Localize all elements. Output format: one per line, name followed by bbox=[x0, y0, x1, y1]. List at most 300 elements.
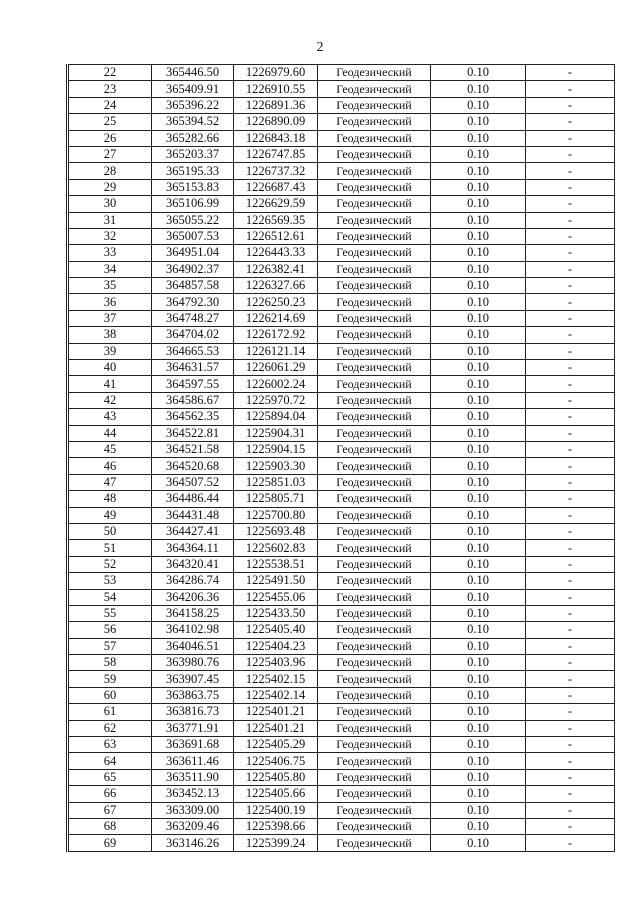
accuracy-cell: 0.10 bbox=[431, 376, 526, 392]
x-coordinate-cell: 365007.53 bbox=[152, 228, 234, 244]
y-coordinate-cell: 1225538.51 bbox=[234, 556, 318, 572]
method-cell: Геодезический bbox=[318, 818, 431, 834]
note-cell: - bbox=[526, 540, 615, 556]
y-coordinate-cell: 1226747.85 bbox=[234, 146, 318, 162]
point-number-cell: 37 bbox=[68, 310, 152, 326]
note-cell: - bbox=[526, 114, 615, 130]
point-number-cell: 55 bbox=[68, 605, 152, 621]
table-row bbox=[68, 687, 615, 703]
x-coordinate-cell: 363907.45 bbox=[152, 671, 234, 687]
accuracy-cell: 0.10 bbox=[431, 704, 526, 720]
note-cell: - bbox=[526, 474, 615, 490]
table-row bbox=[68, 278, 615, 294]
note-cell: - bbox=[526, 622, 615, 638]
accuracy-cell: 0.10 bbox=[431, 228, 526, 244]
x-coordinate-cell: 364206.36 bbox=[152, 589, 234, 605]
accuracy-cell: 0.10 bbox=[431, 540, 526, 556]
y-coordinate-cell: 1225402.15 bbox=[234, 671, 318, 687]
y-coordinate-cell: 1226569.35 bbox=[234, 212, 318, 228]
note-cell: - bbox=[526, 573, 615, 589]
method-cell: Геодезический bbox=[318, 638, 431, 654]
accuracy-cell: 0.10 bbox=[431, 245, 526, 261]
accuracy-cell: 0.10 bbox=[431, 146, 526, 162]
y-coordinate-cell: 1225805.71 bbox=[234, 491, 318, 507]
note-cell: - bbox=[526, 376, 615, 392]
table-row bbox=[68, 556, 615, 572]
method-cell: Геодезический bbox=[318, 278, 431, 294]
method-cell: Геодезический bbox=[318, 81, 431, 97]
x-coordinate-cell: 363209.46 bbox=[152, 818, 234, 834]
x-coordinate-cell: 364902.37 bbox=[152, 261, 234, 277]
y-coordinate-cell: 1225894.04 bbox=[234, 409, 318, 425]
x-coordinate-cell: 365203.37 bbox=[152, 146, 234, 162]
x-coordinate-cell: 364665.53 bbox=[152, 343, 234, 359]
accuracy-cell: 0.10 bbox=[431, 130, 526, 146]
x-coordinate-cell: 365396.22 bbox=[152, 97, 234, 113]
note-cell: - bbox=[526, 638, 615, 654]
x-coordinate-cell: 364704.02 bbox=[152, 327, 234, 343]
table-row bbox=[68, 704, 615, 720]
x-coordinate-cell: 363309.00 bbox=[152, 802, 234, 818]
method-cell: Геодезический bbox=[318, 737, 431, 753]
point-number-cell: 67 bbox=[68, 802, 152, 818]
accuracy-cell: 0.10 bbox=[431, 212, 526, 228]
x-coordinate-cell: 363691.68 bbox=[152, 737, 234, 753]
accuracy-cell: 0.10 bbox=[431, 343, 526, 359]
accuracy-cell: 0.10 bbox=[431, 556, 526, 572]
accuracy-cell: 0.10 bbox=[431, 786, 526, 802]
x-coordinate-cell: 364286.74 bbox=[152, 573, 234, 589]
note-cell: - bbox=[526, 392, 615, 408]
note-cell: - bbox=[526, 163, 615, 179]
accuracy-cell: 0.10 bbox=[431, 491, 526, 507]
table-row bbox=[68, 474, 615, 490]
x-coordinate-cell: 363511.90 bbox=[152, 769, 234, 785]
table-row bbox=[68, 146, 615, 162]
y-coordinate-cell: 1226629.59 bbox=[234, 196, 318, 212]
note-cell: - bbox=[526, 245, 615, 261]
table-row bbox=[68, 294, 615, 310]
table-row bbox=[68, 327, 615, 343]
method-cell: Геодезический bbox=[318, 212, 431, 228]
point-number-cell: 42 bbox=[68, 392, 152, 408]
method-cell: Геодезический bbox=[318, 409, 431, 425]
method-cell: Геодезический bbox=[318, 474, 431, 490]
note-cell: - bbox=[526, 212, 615, 228]
accuracy-cell: 0.10 bbox=[431, 622, 526, 638]
table-row bbox=[68, 81, 615, 97]
note-cell: - bbox=[526, 737, 615, 753]
table-row bbox=[68, 245, 615, 261]
method-cell: Геодезический bbox=[318, 556, 431, 572]
point-number-cell: 41 bbox=[68, 376, 152, 392]
note-cell: - bbox=[526, 409, 615, 425]
method-cell: Геодезический bbox=[318, 622, 431, 638]
point-number-cell: 36 bbox=[68, 294, 152, 310]
note-cell: - bbox=[526, 441, 615, 457]
y-coordinate-cell: 1225404.23 bbox=[234, 638, 318, 654]
point-number-cell: 23 bbox=[68, 81, 152, 97]
point-number-cell: 35 bbox=[68, 278, 152, 294]
y-coordinate-cell: 1225403.96 bbox=[234, 655, 318, 671]
y-coordinate-cell: 1225400.19 bbox=[234, 802, 318, 818]
table-row bbox=[68, 720, 615, 736]
page-number: 2 bbox=[316, 40, 324, 55]
accuracy-cell: 0.10 bbox=[431, 720, 526, 736]
y-coordinate-cell: 1225399.24 bbox=[234, 835, 318, 851]
table-row bbox=[68, 835, 615, 851]
point-number-cell: 56 bbox=[68, 622, 152, 638]
x-coordinate-cell: 364522.81 bbox=[152, 425, 234, 441]
method-cell: Геодезический bbox=[318, 769, 431, 785]
note-cell: - bbox=[526, 491, 615, 507]
table-row bbox=[68, 638, 615, 654]
note-cell: - bbox=[526, 671, 615, 687]
method-cell: Геодезический bbox=[318, 671, 431, 687]
y-coordinate-cell: 1225433.50 bbox=[234, 605, 318, 621]
point-number-cell: 33 bbox=[68, 245, 152, 261]
x-coordinate-cell: 363771.91 bbox=[152, 720, 234, 736]
y-coordinate-cell: 1225405.40 bbox=[234, 622, 318, 638]
table-row bbox=[68, 212, 615, 228]
table-row bbox=[68, 573, 615, 589]
accuracy-cell: 0.10 bbox=[431, 671, 526, 687]
y-coordinate-cell: 1226687.43 bbox=[234, 179, 318, 195]
y-coordinate-cell: 1226250.23 bbox=[234, 294, 318, 310]
y-coordinate-cell: 1225904.15 bbox=[234, 441, 318, 457]
point-number-cell: 26 bbox=[68, 130, 152, 146]
accuracy-cell: 0.10 bbox=[431, 458, 526, 474]
y-coordinate-cell: 1226382.41 bbox=[234, 261, 318, 277]
accuracy-cell: 0.10 bbox=[431, 360, 526, 376]
x-coordinate-cell: 364520.68 bbox=[152, 458, 234, 474]
note-cell: - bbox=[526, 97, 615, 113]
table-row bbox=[68, 163, 615, 179]
table-row bbox=[68, 737, 615, 753]
point-number-cell: 69 bbox=[68, 835, 152, 851]
point-number-cell: 59 bbox=[68, 671, 152, 687]
point-number-cell: 51 bbox=[68, 540, 152, 556]
y-coordinate-cell: 1225903.30 bbox=[234, 458, 318, 474]
method-cell: Геодезический bbox=[318, 425, 431, 441]
x-coordinate-cell: 364857.58 bbox=[152, 278, 234, 294]
method-cell: Геодезический bbox=[318, 114, 431, 130]
method-cell: Геодезический bbox=[318, 310, 431, 326]
point-number-cell: 22 bbox=[68, 65, 152, 81]
x-coordinate-cell: 365282.66 bbox=[152, 130, 234, 146]
accuracy-cell: 0.10 bbox=[431, 425, 526, 441]
point-number-cell: 62 bbox=[68, 720, 152, 736]
note-cell: - bbox=[526, 261, 615, 277]
point-number-cell: 54 bbox=[68, 589, 152, 605]
table-row bbox=[68, 786, 615, 802]
accuracy-cell: 0.10 bbox=[431, 327, 526, 343]
point-number-cell: 38 bbox=[68, 327, 152, 343]
x-coordinate-cell: 365409.91 bbox=[152, 81, 234, 97]
method-cell: Геодезический bbox=[318, 196, 431, 212]
point-number-cell: 47 bbox=[68, 474, 152, 490]
note-cell: - bbox=[526, 278, 615, 294]
y-coordinate-cell: 1225405.66 bbox=[234, 786, 318, 802]
x-coordinate-cell: 363980.76 bbox=[152, 655, 234, 671]
x-coordinate-cell: 365106.99 bbox=[152, 196, 234, 212]
accuracy-cell: 0.10 bbox=[431, 638, 526, 654]
y-coordinate-cell: 1226512.61 bbox=[234, 228, 318, 244]
point-number-cell: 44 bbox=[68, 425, 152, 441]
x-coordinate-cell: 364631.57 bbox=[152, 360, 234, 376]
method-cell: Геодезический bbox=[318, 704, 431, 720]
table-row bbox=[68, 769, 615, 785]
accuracy-cell: 0.10 bbox=[431, 655, 526, 671]
note-cell: - bbox=[526, 343, 615, 359]
accuracy-cell: 0.10 bbox=[431, 310, 526, 326]
y-coordinate-cell: 1225406.75 bbox=[234, 753, 318, 769]
accuracy-cell: 0.10 bbox=[431, 769, 526, 785]
note-cell: - bbox=[526, 589, 615, 605]
table-row bbox=[68, 540, 615, 556]
accuracy-cell: 0.10 bbox=[431, 802, 526, 818]
table-row bbox=[68, 97, 615, 113]
accuracy-cell: 0.10 bbox=[431, 753, 526, 769]
table-row bbox=[68, 753, 615, 769]
point-number-cell: 64 bbox=[68, 753, 152, 769]
method-cell: Геодезический bbox=[318, 802, 431, 818]
y-coordinate-cell: 1225970.72 bbox=[234, 392, 318, 408]
method-cell: Геодезический bbox=[318, 655, 431, 671]
y-coordinate-cell: 1225851.03 bbox=[234, 474, 318, 490]
y-coordinate-cell: 1226910.55 bbox=[234, 81, 318, 97]
accuracy-cell: 0.10 bbox=[431, 441, 526, 457]
table-row bbox=[68, 261, 615, 277]
point-number-cell: 40 bbox=[68, 360, 152, 376]
method-cell: Геодезический bbox=[318, 146, 431, 162]
method-cell: Геодезический bbox=[318, 573, 431, 589]
note-cell: - bbox=[526, 146, 615, 162]
point-number-cell: 31 bbox=[68, 212, 152, 228]
note-cell: - bbox=[526, 655, 615, 671]
table-row bbox=[68, 130, 615, 146]
accuracy-cell: 0.10 bbox=[431, 65, 526, 81]
point-number-cell: 32 bbox=[68, 228, 152, 244]
method-cell: Геодезический bbox=[318, 376, 431, 392]
point-number-cell: 45 bbox=[68, 441, 152, 457]
x-coordinate-cell: 365055.22 bbox=[152, 212, 234, 228]
method-cell: Геодезический bbox=[318, 540, 431, 556]
method-cell: Геодезический bbox=[318, 245, 431, 261]
note-cell: - bbox=[526, 556, 615, 572]
point-number-cell: 50 bbox=[68, 523, 152, 539]
x-coordinate-cell: 364792.30 bbox=[152, 294, 234, 310]
x-coordinate-cell: 364431.48 bbox=[152, 507, 234, 523]
note-cell: - bbox=[526, 605, 615, 621]
note-cell: - bbox=[526, 294, 615, 310]
method-cell: Геодезический bbox=[318, 491, 431, 507]
table-row bbox=[68, 65, 615, 81]
table-row bbox=[68, 671, 615, 687]
note-cell: - bbox=[526, 81, 615, 97]
table-row bbox=[68, 392, 615, 408]
accuracy-cell: 0.10 bbox=[431, 392, 526, 408]
x-coordinate-cell: 363816.73 bbox=[152, 704, 234, 720]
method-cell: Геодезический bbox=[318, 392, 431, 408]
point-number-cell: 63 bbox=[68, 737, 152, 753]
x-coordinate-cell: 364951.04 bbox=[152, 245, 234, 261]
y-coordinate-cell: 1226061.29 bbox=[234, 360, 318, 376]
y-coordinate-cell: 1226002.24 bbox=[234, 376, 318, 392]
accuracy-cell: 0.10 bbox=[431, 573, 526, 589]
x-coordinate-cell: 365446.50 bbox=[152, 65, 234, 81]
method-cell: Геодезический bbox=[318, 835, 431, 851]
y-coordinate-cell: 1226172.92 bbox=[234, 327, 318, 343]
note-cell: - bbox=[526, 425, 615, 441]
note-cell: - bbox=[526, 720, 615, 736]
x-coordinate-cell: 365153.83 bbox=[152, 179, 234, 195]
point-number-cell: 46 bbox=[68, 458, 152, 474]
note-cell: - bbox=[526, 130, 615, 146]
x-coordinate-cell: 364486.44 bbox=[152, 491, 234, 507]
method-cell: Геодезический bbox=[318, 687, 431, 703]
method-cell: Геодезический bbox=[318, 130, 431, 146]
accuracy-cell: 0.10 bbox=[431, 589, 526, 605]
note-cell: - bbox=[526, 835, 615, 851]
table-row bbox=[68, 310, 615, 326]
table-row bbox=[68, 507, 615, 523]
table-row bbox=[68, 228, 615, 244]
table-row bbox=[68, 605, 615, 621]
table-row bbox=[68, 179, 615, 195]
point-number-cell: 29 bbox=[68, 179, 152, 195]
point-number-cell: 34 bbox=[68, 261, 152, 277]
method-cell: Геодезический bbox=[318, 441, 431, 457]
y-coordinate-cell: 1225693.48 bbox=[234, 523, 318, 539]
method-cell: Геодезический bbox=[318, 228, 431, 244]
table-row bbox=[68, 196, 615, 212]
note-cell: - bbox=[526, 523, 615, 539]
method-cell: Геодезический bbox=[318, 720, 431, 736]
note-cell: - bbox=[526, 327, 615, 343]
table-row bbox=[68, 818, 615, 834]
y-coordinate-cell: 1225602.83 bbox=[234, 540, 318, 556]
y-coordinate-cell: 1226891.36 bbox=[234, 97, 318, 113]
point-number-cell: 28 bbox=[68, 163, 152, 179]
table-row bbox=[68, 655, 615, 671]
method-cell: Геодезический bbox=[318, 458, 431, 474]
x-coordinate-cell: 364158.25 bbox=[152, 605, 234, 621]
accuracy-cell: 0.10 bbox=[431, 605, 526, 621]
accuracy-cell: 0.10 bbox=[431, 196, 526, 212]
accuracy-cell: 0.10 bbox=[431, 278, 526, 294]
y-coordinate-cell: 1225398.66 bbox=[234, 818, 318, 834]
y-coordinate-cell: 1225455.06 bbox=[234, 589, 318, 605]
table-row bbox=[68, 458, 615, 474]
y-coordinate-cell: 1225700.80 bbox=[234, 507, 318, 523]
accuracy-cell: 0.10 bbox=[431, 81, 526, 97]
point-number-cell: 66 bbox=[68, 786, 152, 802]
x-coordinate-cell: 363863.75 bbox=[152, 687, 234, 703]
accuracy-cell: 0.10 bbox=[431, 114, 526, 130]
table-row bbox=[68, 343, 615, 359]
point-number-cell: 25 bbox=[68, 114, 152, 130]
note-cell: - bbox=[526, 818, 615, 834]
note-cell: - bbox=[526, 753, 615, 769]
note-cell: - bbox=[526, 360, 615, 376]
note-cell: - bbox=[526, 507, 615, 523]
point-number-cell: 39 bbox=[68, 343, 152, 359]
table-row bbox=[68, 114, 615, 130]
y-coordinate-cell: 1225401.21 bbox=[234, 720, 318, 736]
table-row bbox=[68, 802, 615, 818]
accuracy-cell: 0.10 bbox=[431, 179, 526, 195]
note-cell: - bbox=[526, 179, 615, 195]
method-cell: Геодезический bbox=[318, 327, 431, 343]
y-coordinate-cell: 1226890.09 bbox=[234, 114, 318, 130]
accuracy-cell: 0.10 bbox=[431, 409, 526, 425]
method-cell: Геодезический bbox=[318, 294, 431, 310]
x-coordinate-cell: 365394.52 bbox=[152, 114, 234, 130]
accuracy-cell: 0.10 bbox=[431, 523, 526, 539]
method-cell: Геодезический bbox=[318, 507, 431, 523]
point-number-cell: 61 bbox=[68, 704, 152, 720]
note-cell: - bbox=[526, 704, 615, 720]
table-row bbox=[68, 622, 615, 638]
accuracy-cell: 0.10 bbox=[431, 261, 526, 277]
y-coordinate-cell: 1225904.31 bbox=[234, 425, 318, 441]
y-coordinate-cell: 1225401.21 bbox=[234, 704, 318, 720]
method-cell: Геодезический bbox=[318, 523, 431, 539]
x-coordinate-cell: 364586.67 bbox=[152, 392, 234, 408]
point-number-cell: 53 bbox=[68, 573, 152, 589]
point-number-cell: 68 bbox=[68, 818, 152, 834]
method-cell: Геодезический bbox=[318, 97, 431, 113]
method-cell: Геодезический bbox=[318, 163, 431, 179]
note-cell: - bbox=[526, 802, 615, 818]
accuracy-cell: 0.10 bbox=[431, 687, 526, 703]
note-cell: - bbox=[526, 687, 615, 703]
method-cell: Геодезический bbox=[318, 753, 431, 769]
note-cell: - bbox=[526, 769, 615, 785]
y-coordinate-cell: 1226843.18 bbox=[234, 130, 318, 146]
table-row bbox=[68, 425, 615, 441]
table-row bbox=[68, 376, 615, 392]
table-row bbox=[68, 491, 615, 507]
note-cell: - bbox=[526, 196, 615, 212]
table-row bbox=[68, 360, 615, 376]
point-number-cell: 30 bbox=[68, 196, 152, 212]
point-number-cell: 27 bbox=[68, 146, 152, 162]
note-cell: - bbox=[526, 458, 615, 474]
accuracy-cell: 0.10 bbox=[431, 507, 526, 523]
x-coordinate-cell: 364046.51 bbox=[152, 638, 234, 654]
method-cell: Геодезический bbox=[318, 261, 431, 277]
y-coordinate-cell: 1225405.80 bbox=[234, 769, 318, 785]
point-number-cell: 65 bbox=[68, 769, 152, 785]
note-cell: - bbox=[526, 310, 615, 326]
note-cell: - bbox=[526, 786, 615, 802]
point-number-cell: 49 bbox=[68, 507, 152, 523]
method-cell: Геодезический bbox=[318, 786, 431, 802]
x-coordinate-cell: 364102.98 bbox=[152, 622, 234, 638]
y-coordinate-cell: 1226327.66 bbox=[234, 278, 318, 294]
method-cell: Геодезический bbox=[318, 65, 431, 81]
accuracy-cell: 0.10 bbox=[431, 294, 526, 310]
table-row bbox=[68, 441, 615, 457]
y-coordinate-cell: 1226214.69 bbox=[234, 310, 318, 326]
note-cell: - bbox=[526, 65, 615, 81]
accuracy-cell: 0.10 bbox=[431, 474, 526, 490]
method-cell: Геодезический bbox=[318, 605, 431, 621]
y-coordinate-cell: 1226443.33 bbox=[234, 245, 318, 261]
method-cell: Геодезический bbox=[318, 179, 431, 195]
